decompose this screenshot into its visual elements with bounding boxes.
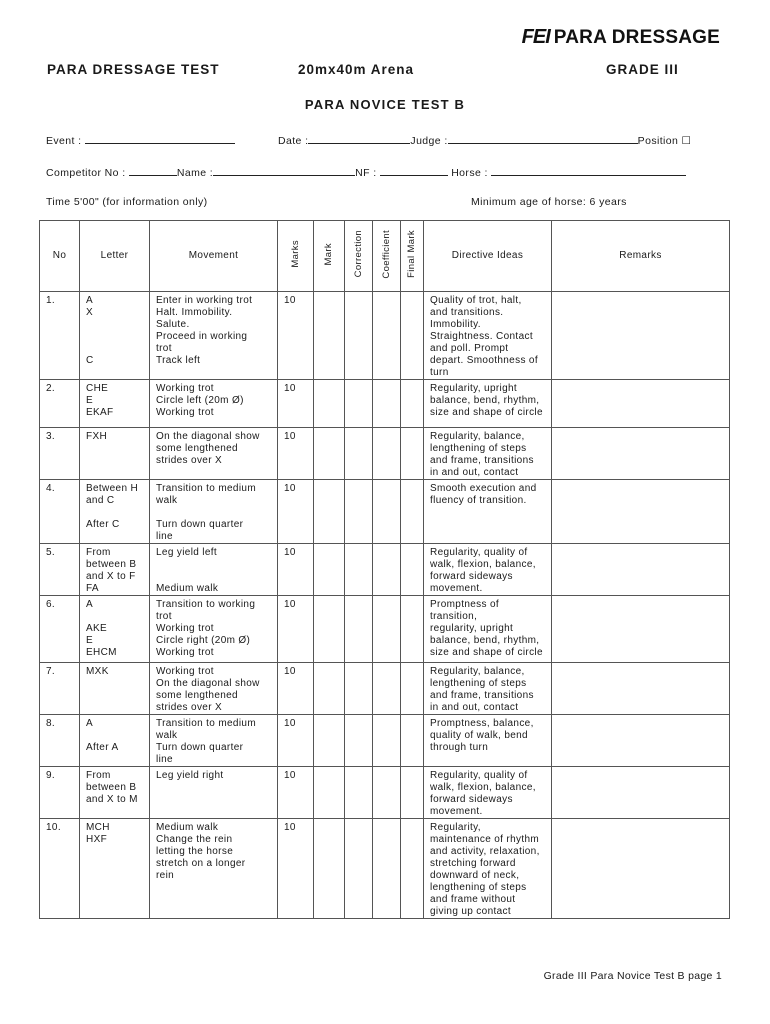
- row-coefficient-entry[interactable]: [373, 480, 401, 544]
- row-remarks-entry[interactable]: [552, 544, 730, 596]
- row-coefficient-entry[interactable]: [373, 428, 401, 480]
- row-mark-entry[interactable]: [314, 292, 345, 380]
- row-directive-ideas: Regularity, maintenance of rhythm and activity, relaxation, stretching forward downward of neck, lengthening of steps and frame without giving up contact: [424, 819, 552, 919]
- row-marks: 10: [278, 544, 314, 596]
- row-remarks-entry[interactable]: [552, 715, 730, 767]
- table-row: [40, 715, 730, 767]
- row-final-mark-entry[interactable]: [401, 596, 424, 663]
- judge-blank[interactable]: [448, 133, 638, 144]
- row-letter: CHE E EKAF: [80, 380, 150, 428]
- row-correction-entry[interactable]: [345, 663, 373, 715]
- row-correction-entry[interactable]: [345, 544, 373, 596]
- event-blank[interactable]: [85, 133, 235, 144]
- table-row: [40, 663, 730, 715]
- row-final-mark-entry[interactable]: [401, 819, 424, 919]
- row-movement: Enter in working trot Halt. Immobility. Salute. Proceed in working trot Track left: [150, 292, 278, 380]
- row-correction-entry[interactable]: [345, 767, 373, 819]
- col-letter: Letter: [80, 221, 150, 292]
- row-number: 10.: [40, 819, 80, 919]
- row-movement: Transition to medium walk Turn down quarter line: [150, 480, 278, 544]
- row-final-mark-entry[interactable]: [401, 292, 424, 380]
- col-remarks: Remarks: [552, 221, 730, 292]
- row-final-mark-entry[interactable]: [401, 767, 424, 819]
- row-number: 3.: [40, 428, 80, 480]
- row-directive-ideas: Promptness of transition, regularity, upright balance, bend, rhythm, size and shape of circle: [424, 596, 552, 663]
- row-letter: FXH: [80, 428, 150, 480]
- row-number: 4.: [40, 480, 80, 544]
- horse-blank[interactable]: [491, 165, 686, 176]
- row-marks: 10: [278, 715, 314, 767]
- row-letter: A X C: [80, 292, 150, 380]
- event-field[interactable]: [46, 133, 235, 147]
- row-marks: 10: [278, 428, 314, 480]
- table-row: [40, 428, 730, 480]
- date-field[interactable]: [278, 133, 691, 147]
- row-directive-ideas: Regularity, quality of walk, flexion, balance, forward sideways movement.: [424, 767, 552, 819]
- row-directive-ideas: Quality of trot, halt, and transitions. Immobility. Straightness. Contact and poll. Prompt depart. Smoothness of turn: [424, 292, 552, 380]
- col-final-mark: Final Mark: [401, 221, 424, 292]
- grade-heading: GRADE III: [606, 62, 679, 77]
- row-letter: MXK: [80, 663, 150, 715]
- competitor-label: Competitor No :: [46, 167, 126, 179]
- position-label[interactable]: Position ☐: [637, 135, 692, 147]
- row-movement: Working trot On the diagonal show some lengthened strides over X: [150, 663, 278, 715]
- row-mark-entry[interactable]: [314, 428, 345, 480]
- row-remarks-entry[interactable]: [552, 819, 730, 919]
- logo-text: PARA DRESSAGE: [553, 26, 720, 48]
- row-directive-ideas: Regularity, balance, lengthening of steps and frame, transitions in and out, contact: [424, 663, 552, 715]
- row-movement: Leg yield left Medium walk: [150, 544, 278, 596]
- row-directive-ideas: Promptness, balance, quality of walk, bend through turn: [424, 715, 552, 767]
- judge-label: Judge :: [410, 135, 448, 147]
- row-coefficient-entry[interactable]: [373, 544, 401, 596]
- row-remarks-entry[interactable]: [552, 380, 730, 428]
- min-age-note: Minimum age of horse: 6 years: [471, 196, 627, 208]
- row-movement: Leg yield right: [150, 767, 278, 819]
- row-final-mark-entry[interactable]: [401, 663, 424, 715]
- row-number: 9.: [40, 767, 80, 819]
- row-final-mark-entry[interactable]: [401, 428, 424, 480]
- movements-table: [39, 220, 730, 919]
- row-number: 5.: [40, 544, 80, 596]
- row-number: 7.: [40, 663, 80, 715]
- row-remarks-entry[interactable]: [552, 767, 730, 819]
- row-directive-ideas: Regularity, quality of walk, flexion, balance, forward sideways movement.: [424, 544, 552, 596]
- row-marks: 10: [278, 767, 314, 819]
- table-row: [40, 544, 730, 596]
- row-correction-entry[interactable]: [345, 596, 373, 663]
- fei-para-dressage-logo: [522, 26, 720, 49]
- row-letter: From between B and X to F FA: [80, 544, 150, 596]
- row-mark-entry[interactable]: [314, 663, 345, 715]
- row-remarks-entry[interactable]: [552, 292, 730, 380]
- col-no: No: [40, 221, 80, 292]
- row-final-mark-entry[interactable]: [401, 480, 424, 544]
- row-number: 6.: [40, 596, 80, 663]
- col-correction: Correction: [345, 221, 373, 292]
- row-coefficient-entry[interactable]: [373, 663, 401, 715]
- name-blank[interactable]: [213, 165, 355, 176]
- test-type-heading: PARA DRESSAGE TEST: [47, 62, 220, 77]
- name-label: Name :: [176, 167, 214, 179]
- table-row: [40, 380, 730, 428]
- col-mark: Mark: [314, 221, 345, 292]
- row-letter: MCH HXF: [80, 819, 150, 919]
- row-mark-entry[interactable]: [314, 715, 345, 767]
- competitor-field[interactable]: [46, 165, 686, 179]
- nf-label: NF :: [355, 167, 377, 179]
- row-final-mark-entry[interactable]: [401, 380, 424, 428]
- row-mark-entry[interactable]: [314, 480, 345, 544]
- table-header-row: [40, 221, 730, 292]
- row-mark-entry[interactable]: [314, 767, 345, 819]
- row-letter: A AKE E EHCM: [80, 596, 150, 663]
- row-marks: 10: [278, 819, 314, 919]
- date-blank[interactable]: [308, 133, 410, 144]
- row-remarks-entry[interactable]: [552, 428, 730, 480]
- event-label: Event :: [46, 135, 82, 147]
- row-final-mark-entry[interactable]: [401, 715, 424, 767]
- row-remarks-entry[interactable]: [552, 480, 730, 544]
- page-footer: Grade III Para Novice Test B page 1: [543, 970, 722, 982]
- col-marks: Marks: [278, 221, 314, 292]
- table-row: [40, 767, 730, 819]
- row-coefficient-entry[interactable]: [373, 767, 401, 819]
- row-marks: 10: [278, 480, 314, 544]
- row-mark-entry[interactable]: [314, 380, 345, 428]
- horse-label: Horse :: [451, 167, 488, 179]
- row-correction-entry[interactable]: [345, 819, 373, 919]
- row-correction-entry[interactable]: [345, 715, 373, 767]
- date-label: Date :: [278, 135, 309, 147]
- row-correction-entry[interactable]: [345, 428, 373, 480]
- row-directive-ideas: Regularity, balance, lengthening of steps and frame, transitions in and out, contact: [424, 428, 552, 480]
- row-correction-entry[interactable]: [345, 292, 373, 380]
- row-final-mark-entry[interactable]: [401, 544, 424, 596]
- row-mark-entry[interactable]: [314, 596, 345, 663]
- row-movement: Working trot Circle left (20m Ø) Working trot: [150, 380, 278, 428]
- row-letter: A After A: [80, 715, 150, 767]
- row-movement: Transition to medium walk Turn down quarter line: [150, 715, 278, 767]
- row-mark-entry[interactable]: [314, 544, 345, 596]
- table-row: [40, 819, 730, 919]
- col-directive-ideas: Directive Ideas: [424, 221, 552, 292]
- time-note: Time 5'00" (for information only): [46, 196, 208, 208]
- table-row: [40, 596, 730, 663]
- row-coefficient-entry[interactable]: [373, 380, 401, 428]
- nf-blank[interactable]: [380, 165, 448, 176]
- row-remarks-entry[interactable]: [552, 596, 730, 663]
- row-marks: 10: [278, 380, 314, 428]
- row-movement: Medium walk Change the rein letting the horse stretch on a longer rein: [150, 819, 278, 919]
- page-title: PARA NOVICE TEST B: [304, 97, 466, 112]
- row-coefficient-entry[interactable]: [373, 819, 401, 919]
- arena-heading: 20mx40m Arena: [298, 62, 415, 77]
- row-letter: From between B and X to M: [80, 767, 150, 819]
- row-coefficient-entry[interactable]: [373, 292, 401, 380]
- row-correction-entry[interactable]: [345, 480, 373, 544]
- row-remarks-entry[interactable]: [552, 663, 730, 715]
- row-movement: Transition to working trot Working trot Circle right (20m Ø) Working trot: [150, 596, 278, 663]
- row-directive-ideas: Smooth execution and fluency of transition.: [424, 480, 552, 544]
- row-movement: On the diagonal show some lengthened strides over X: [150, 428, 278, 480]
- table-row: [40, 480, 730, 544]
- row-number: 1.: [40, 292, 80, 380]
- row-marks: 10: [278, 596, 314, 663]
- fei-logo-mark: FEI: [521, 26, 550, 48]
- row-correction-entry[interactable]: [345, 380, 373, 428]
- table-row: [40, 292, 730, 380]
- row-coefficient-entry[interactable]: [373, 596, 401, 663]
- col-movement: Movement: [150, 221, 278, 292]
- row-directive-ideas: Regularity, upright balance, bend, rhythm, size and shape of circle: [424, 380, 552, 428]
- row-marks: 10: [278, 292, 314, 380]
- row-coefficient-entry[interactable]: [373, 715, 401, 767]
- row-letter: Between H and C After C: [80, 480, 150, 544]
- row-number: 8.: [40, 715, 80, 767]
- row-marks: 10: [278, 663, 314, 715]
- col-coefficient: Coefficient: [373, 221, 401, 292]
- competitor-blank[interactable]: [129, 165, 177, 176]
- row-mark-entry[interactable]: [314, 819, 345, 919]
- row-number: 2.: [40, 380, 80, 428]
